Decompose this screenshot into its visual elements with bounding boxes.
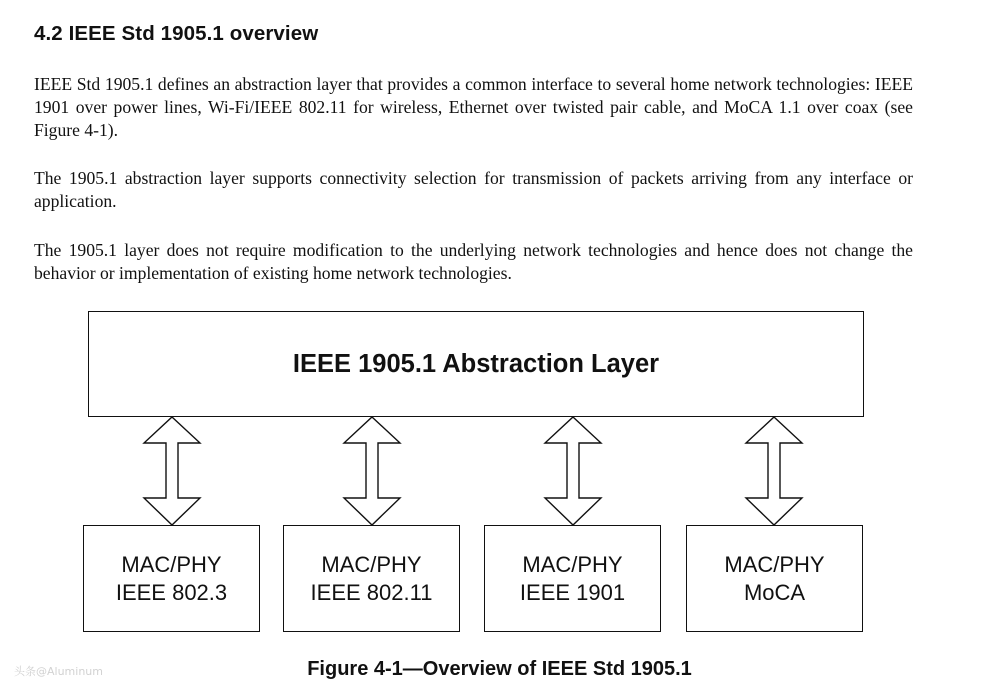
paragraph-no-modification: The 1905.1 layer does not require modification to the underlying network technologies and hence does not change the behavior or implementation of existing home network technologies.: [34, 240, 913, 283]
paragraph-intro: IEEE Std 1905.1 defines an abstraction layer that provides a common interface to several home network technologies: IEEE 1901 over power lines, Wi-Fi/IEEE 802.11 for wireless, Ethernet over twisted pair cable, and MoCA 1.1 over coax (see Figure 4-1).: [34, 74, 913, 140]
figure-caption: Figure 4-1—Overview of IEEE Std 1905.1: [307, 658, 692, 680]
mac-phy-box-802-3: [83, 525, 260, 632]
technology-label: IEEE 1901: [519, 579, 626, 605]
watermark: 头条@Aluminum: [14, 665, 103, 678]
mac-phy-label: MAC/PHY: [321, 551, 422, 577]
technology-label: IEEE 802.3: [115, 579, 228, 605]
abstraction-layer-label: IEEE 1905.1 Abstraction Layer: [292, 349, 660, 378]
double-arrow-icon: [344, 417, 400, 525]
mac-phy-label: MAC/PHY: [121, 551, 222, 577]
section-heading: 4.2 IEEE Std 1905.1 overview: [34, 22, 319, 45]
double-arrow-icon: [144, 417, 200, 525]
mac-phy-label: MAC/PHY: [724, 551, 825, 577]
technology-label: MoCA: [743, 579, 806, 605]
double-arrow-icon: [545, 417, 601, 525]
mac-phy-label: MAC/PHY: [522, 551, 623, 577]
technology-label: IEEE 802.11: [310, 579, 433, 605]
mac-phy-box-moca: [686, 525, 863, 632]
paragraph-connectivity: The 1905.1 abstraction layer supports connectivity selection for transmission of packets arriving from any interface or application.: [34, 168, 913, 211]
mac-phy-box-802-11: [283, 525, 460, 632]
mac-phy-box-1901: [484, 525, 661, 632]
double-arrow-icon: [746, 417, 802, 525]
